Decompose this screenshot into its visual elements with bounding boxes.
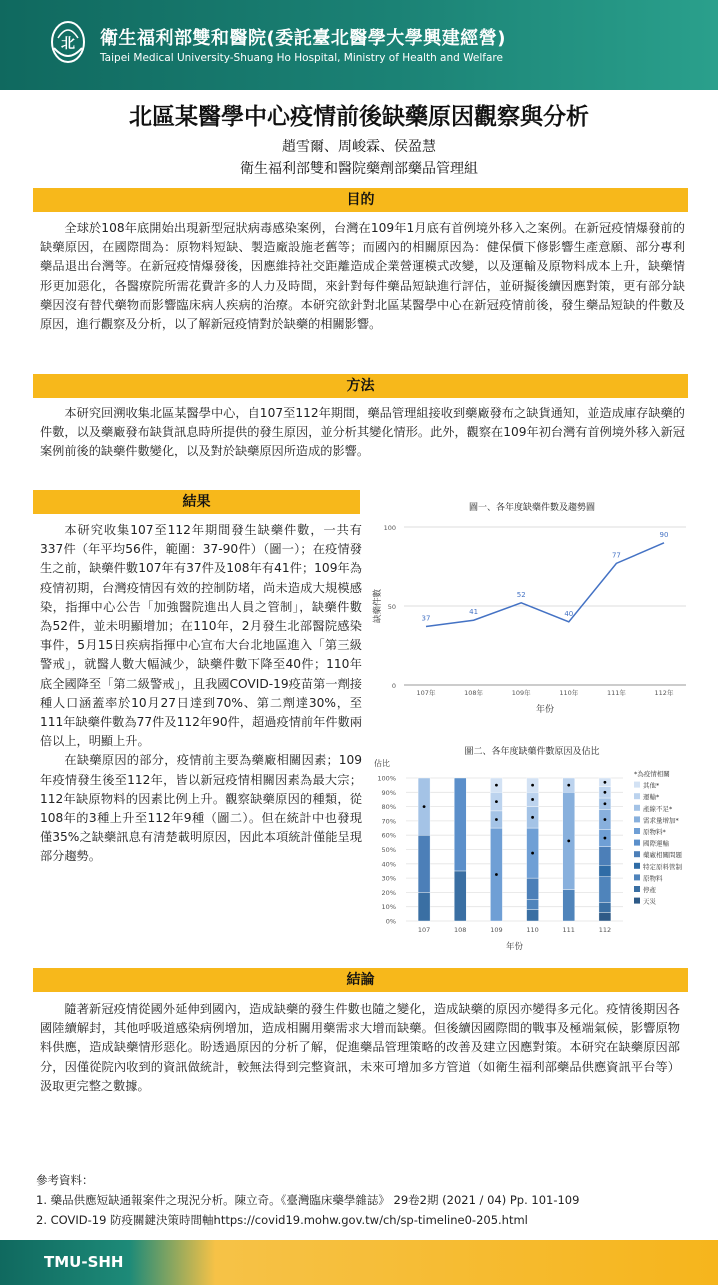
legend-swatch xyxy=(634,898,640,904)
bar-segment xyxy=(599,912,611,921)
y-tick-label: 100% xyxy=(377,774,396,783)
data-label: 52 xyxy=(516,590,526,599)
legend-swatch xyxy=(634,851,640,857)
authors: 趙雪爾、周峻霖、侯盈慧 xyxy=(282,139,436,155)
covid-marker xyxy=(604,837,607,840)
hospital-name-zh: 衛生福利部雙和醫院(委託臺北醫學大學興建經營) xyxy=(100,28,506,49)
bar-segment xyxy=(454,871,466,921)
line-chart-yearly-shortages xyxy=(368,515,698,720)
data-label: 37 xyxy=(421,614,431,623)
y-tick-label: 10% xyxy=(381,903,396,912)
y-axis-label: 佔比 xyxy=(374,759,390,768)
legend-label: 國際運輸 xyxy=(643,839,669,848)
x-tick-label: 108年 xyxy=(464,689,484,697)
legend-label: 停產 xyxy=(643,886,656,894)
covid-marker xyxy=(495,784,498,787)
x-tick-label: 110年 xyxy=(559,689,579,697)
covid-marker xyxy=(567,840,570,843)
y-tick-label: 70% xyxy=(381,817,396,826)
footer-label: TMU-SHH xyxy=(44,1253,124,1271)
covid-marker xyxy=(423,805,426,808)
data-label: 90 xyxy=(659,530,669,539)
legend-swatch xyxy=(634,782,640,788)
x-tick-label: 108 xyxy=(454,926,467,934)
reference-1: 1. 藥品供應短缺通報案件之現況分析。陳立奇。《臺灣臨床藥學雜誌》 29卷2期 (2021 / 04) Pp. 101-109 xyxy=(36,1193,580,1207)
bar-segment xyxy=(527,878,539,899)
conclusion-text xyxy=(40,1000,680,1096)
legend-swatch xyxy=(634,886,640,892)
y-tick-label: 80% xyxy=(381,803,396,812)
results-paragraph-1: 本研究收集107至112年期間發生缺藥件數，一共有337件（年平均56件，範圍：37-90件）（圖一）；在疫情發生之前，缺藥件數107年有37件及108年有41件；109年為疫情初期，台灣疫情因有效的控制防堵，尚未造成大規模感染，指揮中心公告「加強醫院進出人員之管制」，缺藥件數為52件，並未明顯增加；在110年，2月發生北部醫院感染事件，5月15日疾病指揮中心宣布大台北地區進入「第三級警戒」，就醫人數大幅減少，缺藥件數下降至40件；110年底全國降至「第二級警戒」，且我國COVID-19疫苗第一劑接種人口涵蓋率於10月27日達到70%、第二劑達30%，至111年缺藥件數為77件及112年90件，超過疫情前年件數兩倍以上，明顯上升。 xyxy=(40,523,362,749)
covid-marker xyxy=(604,818,607,821)
stacked-bar-chart-causes xyxy=(368,758,713,960)
results-paragraph-2: 在缺藥原因的部分，疫情前主要為藥廠相關因素；109年疫情發生後至112年，皆以新冠疫情相關因素為最大宗；112年缺原物料的因素比例上升。觀察缺藥原因的種類，從108年的3種上升至112年9種（圖二）。但在統計中也發現僅35%之缺藥訊息有清楚載明原因，因此本項統計僅能呈現部分趨勢。 xyxy=(40,753,362,864)
covid-marker xyxy=(604,802,607,805)
x-axis-label: 年份 xyxy=(535,705,555,715)
covid-marker xyxy=(495,818,498,821)
section-heading-method: 方法 xyxy=(33,374,688,398)
y-tick-label: 100 xyxy=(383,524,396,532)
legend-label: 運輸* xyxy=(643,793,660,802)
references-heading: 參考資料： xyxy=(36,1173,94,1187)
x-axis-label: 年份 xyxy=(505,942,524,952)
bar-segment xyxy=(527,900,539,910)
y-tick-label: 30% xyxy=(381,874,396,883)
x-tick-label: 107 xyxy=(417,926,431,934)
chart2-title: 圖二、各年度缺藥件數原因及佔比 xyxy=(464,747,600,757)
covid-marker xyxy=(531,784,534,787)
hospital-name-en: Taipei Medical University-Shuang Ho Hospital, Ministry of Health and Welfare xyxy=(100,52,503,64)
legend-label: 產線不足* xyxy=(643,804,673,813)
section-heading-purpose: 目的 xyxy=(33,188,688,212)
data-label: 41 xyxy=(469,608,479,617)
data-label: 40 xyxy=(564,609,574,618)
bar-segment xyxy=(599,847,611,866)
y-tick-label: 60% xyxy=(381,831,396,840)
legend-label: 其他* xyxy=(643,781,660,790)
y-axis-label: 缺藥件數 xyxy=(373,588,383,624)
covid-marker xyxy=(495,800,498,803)
hospital-logo-icon xyxy=(44,18,92,66)
y-tick-label: 0% xyxy=(385,917,396,926)
chart1-title: 圖一、各年度缺藥件數及趨勢圖 xyxy=(468,503,595,513)
section-heading-results: 結果 xyxy=(33,490,360,514)
covid-marker xyxy=(567,784,570,787)
purpose-paragraph: 全球於108年底開始出現新型冠狀病毒感染案例，台灣在109年1月底有首例境外移入之案例。在新冠疫情爆發前的缺藥原因，在國際間為：原物料短缺、製造廠設施老舊等；而國內的相關原因為：健保價下修影響生產意願、部分專利藥品退出台灣等。在新冠疫情爆發後，因應維持社交距離造成企業營運模式改變，以及運輸及原物料成本上升，缺藥情形更加惡化，各醫療院所需花費許多的人力及時間，來針對每件藥品短缺進行評估，並研擬後續因應對策，更有部分缺藥因沒有替代藥物而影響臨床病人疾病的治療。本研究欲針對北區某醫學中心在新冠疫情前後，發生藥品短缺的件數及原因，進行觀察及分析，以了解新冠疫情對於缺藥的相關影響。 xyxy=(40,221,685,332)
bar-segment xyxy=(418,835,430,892)
x-tick-label: 111年 xyxy=(606,689,626,697)
method-text xyxy=(40,404,685,462)
y-tick-label: 20% xyxy=(381,888,396,897)
legend-swatch xyxy=(634,793,640,799)
bar-segment xyxy=(599,865,611,876)
data-label: 77 xyxy=(611,551,621,560)
y-tick-label: 40% xyxy=(381,860,396,869)
bar-segment xyxy=(563,890,575,921)
legend-label: 原物料* xyxy=(643,828,666,836)
x-tick-label: 109年 xyxy=(511,689,531,697)
covid-marker xyxy=(495,873,498,876)
purpose-text xyxy=(40,219,685,334)
svg-text:北: 北 xyxy=(61,36,75,52)
conclusion-paragraph: 隨著新冠疫情從國外延伸到國內，造成缺藥的發生件數也隨之變化，造成缺藥的原因亦變得多元化。疫情後期因各國陸續解封，其他呼吸道感染病例增加，造成相關用藥需求大增而缺藥。但後續因國際間的戰事及極端氣候，影響原物料供應，造成缺藥情形惡化。盼透過原因的分析了解，促進藥品管理策略的改善及建立因應對策。本研究在缺藥原因部分，因僅從院內收到的資訊做統計，較無法得到完整資訊，未來可增加多方管道（如衛生福利部藥品供應資訊平台等）汲取更完整之數據。 xyxy=(40,1002,680,1093)
legend-label: 天災 xyxy=(643,897,656,906)
bar-segment xyxy=(599,902,611,912)
legend-swatch xyxy=(634,874,640,880)
covid-marker xyxy=(531,798,534,801)
y-tick-label: 50% xyxy=(381,846,396,854)
references xyxy=(36,1170,686,1230)
poster-title: 北區某醫學中心疫情前後缺藥原因觀察與分析 xyxy=(129,104,589,130)
x-tick-label: 109 xyxy=(490,926,503,934)
legend-note: *為疫情相關 xyxy=(634,770,670,778)
covid-marker xyxy=(604,791,607,794)
legend-swatch xyxy=(634,816,640,822)
bar-segment xyxy=(527,910,539,921)
legend-label: 需求量增加* xyxy=(643,816,679,825)
series-line xyxy=(426,543,664,627)
y-tick-label: 0 xyxy=(391,682,396,690)
reference-2: 2. COVID-19 防疫關鍵決策時間軸https://covid19.mohw.gov.tw/ch/sp-timeline0-205.html xyxy=(36,1213,528,1227)
x-tick-label: 112年 xyxy=(654,689,674,697)
legend-label: 原物料 xyxy=(643,874,663,883)
x-tick-label: 111 xyxy=(562,926,575,934)
covid-marker xyxy=(531,816,534,819)
x-tick-label: 107年 xyxy=(416,689,436,697)
method-paragraph: 本研究回溯收集北區某醫學中心，自107至112年期間，藥品管理組接收到藥廠發布之缺貨通知，並造成庫存缺藥的件數，以及藥廠發布缺貨訊息時所提供的發生原因，並分析其變化情形。此外，觀察在109年初台灣有首例境外移入新冠案例前後的缺藥件數變化，以及對於缺藥原因所造成的影響。 xyxy=(40,406,685,459)
y-tick-label: 50 xyxy=(387,603,396,611)
legend-label: 特定原料管制 xyxy=(643,862,682,871)
affiliation: 衛生福利部雙和醫院藥劑部藥品管理組 xyxy=(240,161,478,177)
bar-segment xyxy=(599,877,611,903)
legend-swatch xyxy=(634,840,640,846)
legend-swatch xyxy=(634,863,640,869)
legend-swatch xyxy=(634,828,640,834)
legend-label: 藥廠相關問題 xyxy=(643,851,682,860)
legend-swatch xyxy=(634,805,640,811)
x-tick-label: 110 xyxy=(526,926,539,934)
bar-segment xyxy=(418,892,430,921)
bar-segment xyxy=(454,778,466,871)
y-tick-label: 90% xyxy=(381,788,396,797)
x-tick-label: 112 xyxy=(598,926,612,934)
results-text xyxy=(40,521,362,867)
covid-marker xyxy=(604,781,607,784)
section-heading-conclusion: 結論 xyxy=(33,968,688,992)
covid-marker xyxy=(531,852,534,855)
